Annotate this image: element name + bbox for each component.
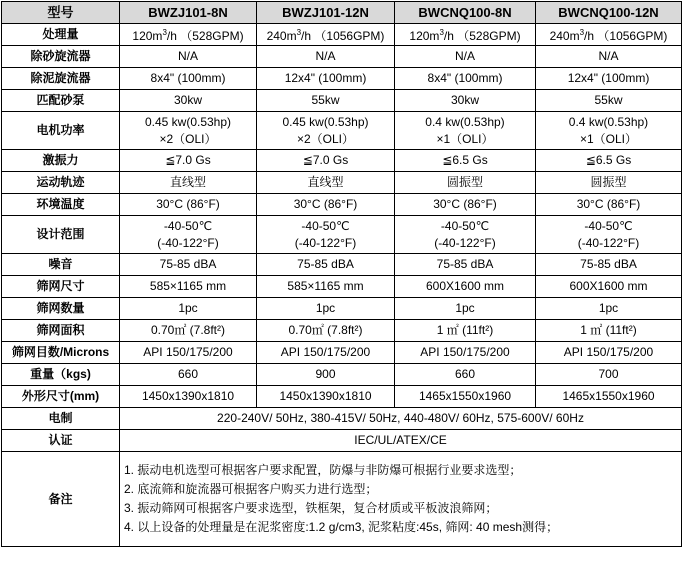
table-cell: 1pc: [395, 298, 536, 320]
table-cell: -40-50℃ (-40-122°F): [257, 216, 395, 254]
header-row: [2, 2, 682, 24]
cert-value: IEC/UL/ATEX/CE: [120, 430, 682, 452]
row-label: 认证: [2, 430, 120, 452]
table-row: [2, 90, 682, 112]
table-cell: 0.4 kw(0.53hp) ×1（OLI）: [395, 112, 536, 150]
table-cell: 直线型: [120, 172, 257, 194]
table-cell: N/A: [120, 46, 257, 68]
table-cell: API 150/175/200: [395, 342, 536, 364]
row-label: 筛网尺寸: [2, 276, 120, 298]
row-label: 筛网数量: [2, 298, 120, 320]
table-row: [2, 342, 682, 364]
table-row: [2, 386, 682, 408]
table-cell: -40-50℃ (-40-122°F): [120, 216, 257, 254]
row-label: 激振力: [2, 150, 120, 172]
table-cell: 660: [120, 364, 257, 386]
table-cell: 30°C (86°F): [536, 194, 682, 216]
table-cell: 585×1165 mm: [120, 276, 257, 298]
notes-list: [120, 452, 682, 547]
row-label: 除泥旋流器: [2, 68, 120, 90]
table-cell: $120m^3/h$ （528GPM): [395, 24, 536, 46]
model-name: BWCNQ100-12N: [536, 2, 682, 24]
table-cell: ≦7.0 Gs: [120, 150, 257, 172]
row-label: 环境温度: [2, 194, 120, 216]
note-item: 2. 底流筛和旋流器可根据客户购买力进行选型；: [124, 482, 378, 496]
model-name: BWZJ101-8N: [120, 2, 257, 24]
table-cell: 75-85 dBA: [120, 254, 257, 276]
table-cell: N/A: [536, 46, 682, 68]
table-cell: 0.45 kw(0.53hp) ×2（OLI）: [257, 112, 395, 150]
table-cell: 30kw: [395, 90, 536, 112]
table-cell: 1pc: [257, 298, 395, 320]
table-row: [2, 172, 682, 194]
table-cell: 600X1600 mm: [536, 276, 682, 298]
table-cell: 圆振型: [536, 172, 682, 194]
table-cell: $240m^3/h$ （1056GPM): [257, 24, 395, 46]
row-label: 噪音: [2, 254, 120, 276]
row-label: 匹配砂泵: [2, 90, 120, 112]
table-row: [2, 150, 682, 172]
power-value: 220-240V/ 50Hz, 380-415V/ 50Hz, 440-480V/ 60Hz, 575-600V/ 60Hz: [120, 408, 682, 430]
table-cell: API 150/175/200: [536, 342, 682, 364]
power-row: [2, 408, 682, 430]
table-cell: 30°C (86°F): [395, 194, 536, 216]
table-cell: 1465x1550x1960: [536, 386, 682, 408]
row-label: 运动轨迹: [2, 172, 120, 194]
table-cell: 0.70㎡ (7.8ft²): [120, 320, 257, 342]
table-cell: 圆振型: [395, 172, 536, 194]
table-cell: 1pc: [536, 298, 682, 320]
row-label: 处理量: [2, 24, 120, 46]
table-cell: 600X1600 mm: [395, 276, 536, 298]
table-cell: 30°C (86°F): [257, 194, 395, 216]
model-name: BWCNQ100-8N: [395, 2, 536, 24]
table-cell: $240m^3/h$ （1056GPM): [536, 24, 682, 46]
table-cell: 75-85 dBA: [257, 254, 395, 276]
table-cell: 585×1165 mm: [257, 276, 395, 298]
table-cell: 1pc: [120, 298, 257, 320]
table-cell: ≦6.5 Gs: [536, 150, 682, 172]
table-row: [2, 276, 682, 298]
table-cell: API 150/175/200: [120, 342, 257, 364]
table-row: [2, 298, 682, 320]
table-row: [2, 68, 682, 90]
model-name: BWZJ101-12N: [257, 2, 395, 24]
table-cell: 直线型: [257, 172, 395, 194]
row-label: 电机功率: [2, 112, 120, 150]
table-row: [2, 364, 682, 386]
note-item: 4. 以上设备的处理量是在泥浆密度:1.2 g/cm3, 泥浆粘度:45s, 筛网: 40 mesh测得；: [124, 520, 559, 534]
table-cell: 660: [395, 364, 536, 386]
table-cell: 30°C (86°F): [120, 194, 257, 216]
table-cell: 75-85 dBA: [536, 254, 682, 276]
table-cell: 700: [536, 364, 682, 386]
table-cell: N/A: [395, 46, 536, 68]
table-cell: 12x4" (100mm): [536, 68, 682, 90]
table-row: [2, 194, 682, 216]
table-cell: 1450x1390x1810: [120, 386, 257, 408]
table-cell: 1465x1550x1960: [395, 386, 536, 408]
table-row: [2, 320, 682, 342]
notes-row: [2, 452, 682, 547]
table-row: [2, 216, 682, 254]
cert-row: [2, 430, 682, 452]
table-cell: N/A: [257, 46, 395, 68]
row-label: 重量（kgs): [2, 364, 120, 386]
table-cell: 75-85 dBA: [395, 254, 536, 276]
row-label: 筛网目数/Microns: [2, 342, 120, 364]
table-row: [2, 46, 682, 68]
table-cell: 12x4" (100mm): [257, 68, 395, 90]
table-cell: 8x4" (100mm): [120, 68, 257, 90]
table-cell: 0.70㎡ (7.8ft²): [257, 320, 395, 342]
table-cell: 55kw: [536, 90, 682, 112]
table-cell: -40-50℃ (-40-122°F): [536, 216, 682, 254]
row-label: 电制: [2, 408, 120, 430]
table-cell: ≦7.0 Gs: [257, 150, 395, 172]
table-cell: API 150/175/200: [257, 342, 395, 364]
note-item: 3. 振动筛网可根据客户要求选型，铁框架，复合材质或平板波浪筛网；: [124, 501, 498, 515]
table-cell: -40-50℃ (-40-122°F): [395, 216, 536, 254]
table-cell: 1 ㎡ (11ft²): [395, 320, 536, 342]
note-item: 1. 振动电机选型可根据客户要求配置，防爆与非防爆可根据行业要求选型；: [124, 463, 522, 477]
row-label: 除砂旋流器: [2, 46, 120, 68]
row-label: 筛网面积: [2, 320, 120, 342]
table-cell: 1450x1390x1810: [257, 386, 395, 408]
row-label: 备注: [2, 452, 120, 547]
spec-table: [1, 1, 682, 547]
row-label: 外形尺寸(mm): [2, 386, 120, 408]
table-cell: 30kw: [120, 90, 257, 112]
table-row: [2, 24, 682, 46]
table-cell: 55kw: [257, 90, 395, 112]
table-cell: 0.4 kw(0.53hp) ×1（OLI）: [536, 112, 682, 150]
table-row: [2, 254, 682, 276]
table-cell: 8x4" (100mm): [395, 68, 536, 90]
row-label: 设计范围: [2, 216, 120, 254]
table-cell: 0.45 kw(0.53hp) ×2（OLI）: [120, 112, 257, 150]
table-cell: $120m^3/h$ （528GPM): [120, 24, 257, 46]
table-cell: ≦6.5 Gs: [395, 150, 536, 172]
table-row: [2, 112, 682, 150]
model-label: 型号: [2, 2, 120, 24]
table-cell: 900: [257, 364, 395, 386]
table-cell: 1 ㎡ (11ft²): [536, 320, 682, 342]
